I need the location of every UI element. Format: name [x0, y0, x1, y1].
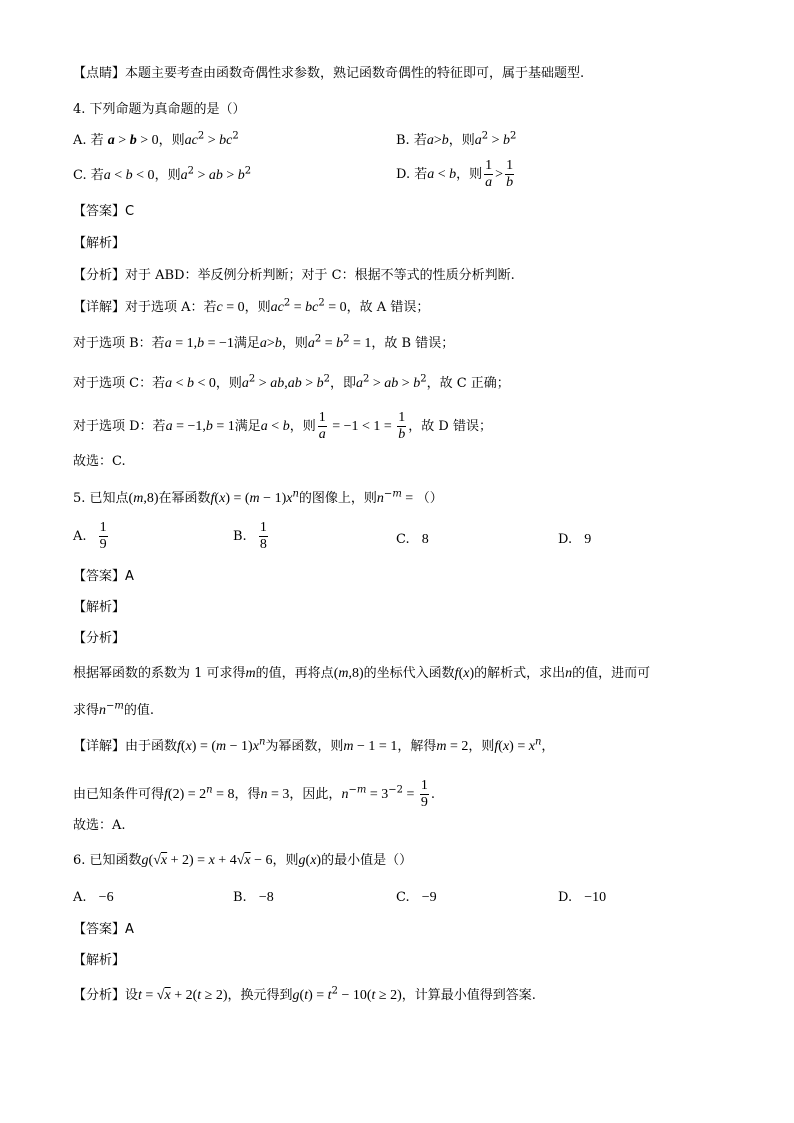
detail-5b: 由已知条件可得$f(2) = 2^n = 8$，得n = 3，因此，$n^{-m} = 3^{-2}$ = $\frac{1}{9}$ . — [73, 778, 436, 810]
note-line: 【点睛】本题主要考查由函数奇偶性求参数，熟记函数奇偶性的特征即可，属于基础题型. — [73, 66, 585, 81]
analysis-heading-4: 【解析】 — [73, 236, 126, 251]
q5-option-b: B. $\frac{1}{8}$ — [233, 520, 267, 552]
analysis-6: 【分析】设t = √x + 2(t ≥ 2)，换元得到$g(t) = t^2 - 10(t \ge 2)$，计算最小值得到答案. — [73, 985, 536, 1003]
choice-5: 故选：A. — [73, 818, 126, 833]
q4-option-b: B. 若a>b，则$a^2 > b^2$ — [396, 130, 517, 148]
analysis-heading-5: 【解析】 — [73, 600, 126, 615]
q6-option-c: C. −9 — [396, 890, 437, 905]
detail-4d: 对于选项 D：若a = −1,b = 1满足a < b，则 $\frac{1}{a}$ = −1 < 1 = $\frac{1}{b}$ ，故 D 错误； — [73, 410, 492, 442]
choice-4: 故选：C. — [73, 454, 126, 469]
answer-6: 【答案】A — [73, 922, 134, 937]
question-5: 5. 已知点(m,8)在幂函数$f(x) = (m - 1)x^n$的图像上，则$n^{-m}$ = （） — [73, 488, 443, 506]
question-4: 4. 下列命题为真命题的是（） — [73, 102, 246, 117]
analysis-5-body: 根据幂函数的系数为 1 可求得m的值，再将点(m,8)的坐标代入函数f(x)的解析式，求出n的值，进而可 — [73, 666, 651, 681]
analysis-4: 【分析】对于 ABD：举反例分析判断；对于 C：根据不等式的性质分析判断. — [73, 268, 515, 283]
q4-option-d: D. 若a < b，则 $\frac{1}{a}$ > $\frac{1}{b}$ — [396, 158, 514, 190]
analysis-5-body-2: 求得$n^{-m}$的值. — [73, 700, 155, 718]
q6-option-d: D. −10 — [558, 890, 607, 905]
question-6: 6. 已知函数g(√x + 2) = x + 4√x − 6，则g(x)的最小值是（） — [73, 853, 413, 868]
q6-option-b: B. −8 — [233, 890, 274, 905]
analysis-heading-6: 【解析】 — [73, 953, 126, 968]
q5-option-c: C. 8 — [396, 532, 429, 547]
detail-4b: 对于选项 B：若a = 1,b = −1满足a>b，则$a^2 = b^2 = 1$，故 B 错误； — [73, 333, 455, 351]
q4-option-c: C. 若a < b < 0，则$a^2$ > ab > $b^2$ — [73, 165, 252, 183]
q6-option-a: A. −6 — [73, 890, 114, 905]
q5-option-a: A. $\frac{1}{9}$ — [73, 520, 107, 552]
detail-5a: 【详解】由于函数$f(x) = (m - 1)x^n$为幂函数，则m − 1 = 1，解得m = 2，则$f(x) = x^n$， — [73, 736, 555, 754]
answer-4: 【答案】C — [73, 204, 135, 219]
detail-4a: 【详解】对于选项 A：若c = 0，则$ac^2 = bc^2 = 0$，故 A 错误； — [73, 297, 430, 315]
analysis-5: 【分析】 — [73, 631, 126, 646]
q4-option-a: A. 若 a > b > 0，则$ac^2 > bc^2$ — [73, 130, 239, 148]
answer-5: 【答案】A — [73, 569, 134, 584]
q5-option-d: D. 9 — [558, 532, 592, 547]
detail-4c: 对于选项 C：若a < b < 0，则$a^2 > ab,ab > b^2$，即$a^2$ > ab > $b^2$，故 C 正确； — [73, 373, 510, 391]
